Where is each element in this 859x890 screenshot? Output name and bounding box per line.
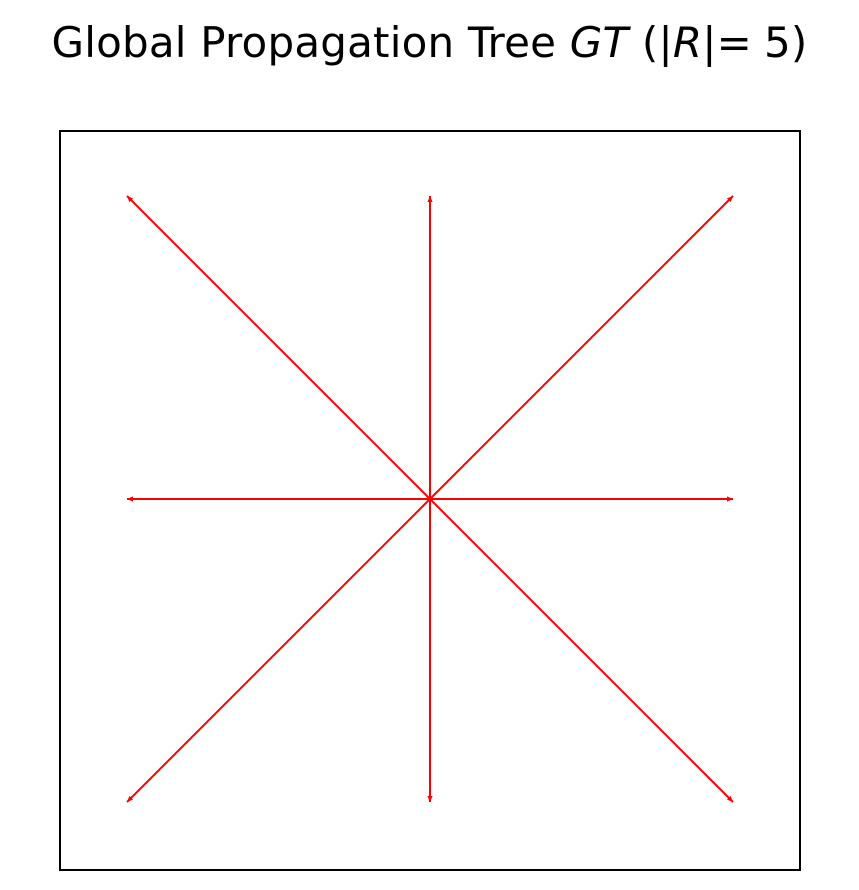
title-equals: |= bbox=[702, 18, 752, 67]
title-variable: R bbox=[672, 18, 703, 67]
title-value: 5) bbox=[763, 18, 808, 67]
title-prefix: Global Propagation Tree bbox=[51, 18, 557, 67]
title-symbol: GT bbox=[569, 18, 629, 67]
tree-edges bbox=[127, 196, 733, 802]
title-open-paren: (| bbox=[641, 18, 673, 67]
